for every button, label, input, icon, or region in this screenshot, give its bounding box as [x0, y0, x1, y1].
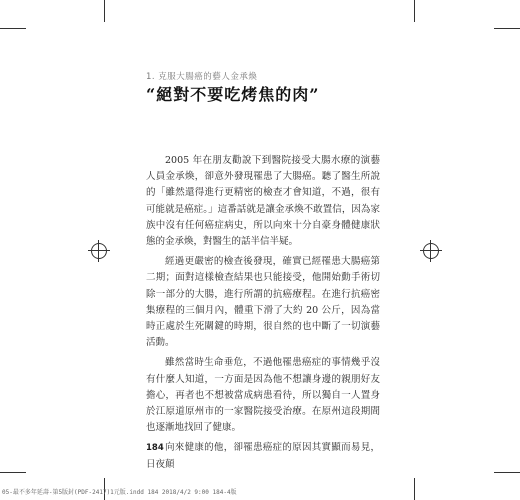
page-number: 184 [146, 443, 164, 453]
crop-mark [414, 0, 415, 22]
crop-mark [414, 478, 415, 500]
crop-mark [104, 0, 105, 22]
paragraph: 2005 年在朋友勸說下到醫院接受大腸水療的演藝人員金承煥，卻意外發現罹患了大腸癌。聽了醫生所說的「雖然還得進行更精密的檢查才會知道，不過，很有可能就是癌症。」這番話就是讓金承煥不敢置信，因為家族中沒有任何癌症病史，所以向來十分自豪身體健康狀態的金承煥，對醫生的話半信半疑。 [146, 155, 380, 248]
registration-mark-icon [420, 240, 442, 262]
crop-mark [0, 28, 26, 29]
page-title: “絕對不要吃烤焦的肉” [146, 85, 320, 104]
print-slug: 05-最不多年延壽-第5版封(PDF-2417)1元版.indd 184 2018/4/2 9:00 184-4版 [2, 489, 237, 496]
crop-mark [0, 472, 26, 473]
paragraph: 向來健康的他，卻罹患癌症的原因其實顯而易見，日夜顛 [146, 442, 380, 470]
crop-mark [494, 472, 520, 473]
paragraph: 經過更嚴密的檢查後發現，確實已經罹患大腸癌第二期；面對這樣檢查結果也只能接受，他開始動手術切除一部分的大腸，進行所謂的抗癌療程。在進行抗癌密集療程的三個月內，體重下滑了大約 20 公斤，因為當時正處於生死關鍵的時期，很自然的也中斷了一切演藝活動。 [146, 256, 380, 349]
crop-mark [494, 28, 520, 29]
body-text [146, 153, 380, 477]
chapter-subtitle: 1. 克服大腸癌的藝人金承煥 [146, 72, 258, 82]
registration-mark-icon [88, 240, 110, 262]
paragraph: 雖然當時生命垂危，不過他罹患癌症的事情幾乎沒有什麼人知道，一方面是因為他不想讓身邊的親朋好友擔心，再者也不想被當成病患看待，所以獨自一人置身於江原道原州市的一家醫院接受治療。在原州這段期間也逐漸地找回了健康。 [146, 357, 380, 434]
